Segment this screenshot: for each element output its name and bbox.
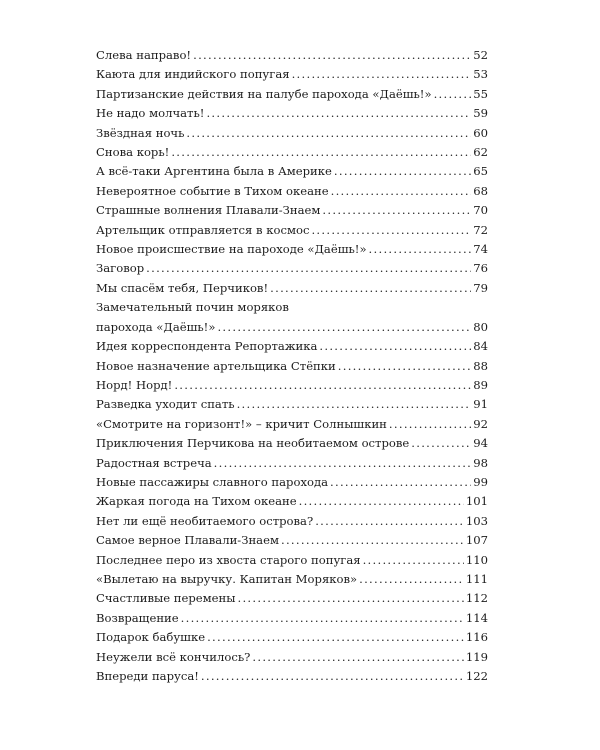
toc-entry-page: 55 <box>473 86 488 101</box>
dot-leader <box>201 667 464 686</box>
toc-entry-title-line1: Замечательный почин моряков <box>96 300 289 315</box>
toc-entry-title-line2: парохода «Даёшь!» <box>96 319 216 334</box>
toc-entry-page: 94 <box>473 436 488 451</box>
toc-entry-title: Счастливые перемены <box>96 591 236 606</box>
toc-entry <box>96 434 488 453</box>
toc-entry-second-line <box>96 318 488 337</box>
toc-entry <box>96 104 488 123</box>
toc-entry-title: Страшные волнения Плавали-Знаем <box>96 203 321 218</box>
dot-leader <box>217 318 471 337</box>
toc-entry-title: Новые пассажиры славного парохода <box>96 474 329 489</box>
dot-leader <box>171 143 471 162</box>
dot-leader <box>270 279 471 298</box>
dot-leader <box>319 337 471 356</box>
toc-entry-page: 122 <box>465 669 488 683</box>
dot-leader <box>299 492 464 511</box>
toc-entry-page: 110 <box>465 552 488 567</box>
toc-entry-page: 119 <box>465 649 488 664</box>
toc-entry-title: «Вылетаю на выручку. Капитан Моряков» <box>96 571 358 586</box>
toc-entry-title: Снова корь! <box>96 145 170 160</box>
toc-entry-title: Партизанские действия на палубе парохода «Даёшь!» <box>96 86 432 101</box>
toc-entry-title: Приключения Перчикова на необитаемом острове <box>96 436 410 451</box>
toc-entry-title: Жаркая погода на Тихом океане <box>96 494 297 509</box>
toc-entry <box>96 201 488 220</box>
toc-entry-title: Разведка уходит спать <box>96 397 235 412</box>
toc-entry-title: Самое верное Плавали-Знаем <box>96 533 279 548</box>
toc-entry-title: Норд! Норд! <box>96 377 173 392</box>
dot-leader <box>331 182 472 201</box>
toc-entry-title: Идея корреспондента Репортажика <box>96 339 318 354</box>
toc-entry <box>96 415 488 434</box>
toc-entry-title: Звёздная ночь <box>96 125 185 140</box>
toc-entry-page: 107 <box>465 533 488 548</box>
toc-entry <box>96 473 488 492</box>
toc-entry <box>96 609 488 628</box>
toc-entry <box>96 648 488 667</box>
dot-leader <box>186 124 471 143</box>
toc-entry <box>96 628 488 647</box>
toc-entry-title: Новое происшествие на пароходе «Даёшь!» <box>96 242 367 257</box>
dot-leader <box>434 85 472 104</box>
toc-entry-page: 79 <box>473 280 488 295</box>
dot-leader <box>334 162 471 181</box>
toc-entry-page: 70 <box>473 203 488 218</box>
dot-leader <box>174 376 471 395</box>
dot-leader <box>330 473 471 492</box>
toc-entry-page: 60 <box>473 125 488 140</box>
toc-entry-page: 62 <box>473 145 488 160</box>
toc-entry-title: Не надо молчать! <box>96 106 205 121</box>
toc-entry-page: 68 <box>473 183 488 198</box>
toc-entry-page: 103 <box>465 513 488 528</box>
toc-entry <box>96 162 488 181</box>
dot-leader <box>292 65 472 84</box>
dot-leader <box>369 240 472 259</box>
toc-entry-title: Невероятное событие в Тихом океане <box>96 183 329 198</box>
dot-leader <box>281 531 464 550</box>
toc-entry-title: Нет ли ещё необитаемого острова? <box>96 513 314 528</box>
dot-leader <box>359 570 464 589</box>
dot-leader <box>181 609 464 628</box>
toc-entry-page: 92 <box>473 416 488 431</box>
toc-entry-title: Каюта для индийского попугая <box>96 67 290 82</box>
toc-entry-title: Последнее перо из хвоста старого попугая <box>96 552 361 567</box>
toc-entry-title: «Смотрите на горизонт!» – кричит Солнышкин <box>96 416 387 431</box>
dot-leader <box>411 434 471 453</box>
toc-entry-page: 89 <box>473 377 488 392</box>
toc-entry-page: 91 <box>473 397 488 412</box>
toc-entry <box>96 337 488 356</box>
dot-leader <box>193 46 471 65</box>
dot-leader <box>338 357 471 376</box>
toc-entry <box>96 667 488 686</box>
dot-leader <box>389 415 471 434</box>
toc-entry-title: Впереди паруса! <box>96 669 199 683</box>
table-of-contents <box>96 46 488 686</box>
toc-entry <box>96 492 488 511</box>
toc-entry <box>96 357 488 376</box>
toc-entry-page: 74 <box>473 242 488 257</box>
dot-leader <box>207 628 464 647</box>
toc-entry-page: 72 <box>473 222 488 237</box>
toc-entry-page: 116 <box>465 630 488 645</box>
dot-leader <box>237 589 463 608</box>
dot-leader <box>237 395 472 414</box>
dot-leader <box>206 104 471 123</box>
toc-entry <box>96 279 488 298</box>
toc-entry-page: 76 <box>473 261 488 276</box>
dot-leader <box>315 512 464 531</box>
toc-entry-title: Подарок бабушке <box>96 630 206 645</box>
toc-entry <box>96 531 488 550</box>
toc-entry <box>96 376 488 395</box>
toc-entry-title: Артельщик отправляется в космос <box>96 222 310 237</box>
toc-entry-page: 80 <box>473 319 488 334</box>
toc-entry <box>96 124 488 143</box>
dot-leader <box>252 648 463 667</box>
dot-leader <box>363 551 464 570</box>
toc-entry <box>96 221 488 240</box>
toc-entry-title: Возвращение <box>96 610 179 625</box>
toc-entry-page: 53 <box>473 67 488 82</box>
toc-entry-page: 52 <box>473 48 488 62</box>
toc-entry-title: Неужели всё кончилось? <box>96 649 251 664</box>
toc-entry <box>96 46 488 65</box>
dot-leader <box>322 201 471 220</box>
toc-entry-page: 112 <box>465 591 488 606</box>
toc-entry-page: 99 <box>473 474 488 489</box>
toc-entry <box>96 143 488 162</box>
toc-entry <box>96 395 488 414</box>
dot-leader <box>311 221 471 240</box>
toc-entry <box>96 454 488 473</box>
toc-entry-title: Заговор <box>96 261 145 276</box>
toc-entry-page: 111 <box>465 571 488 586</box>
toc-entry <box>96 85 488 104</box>
toc-entry <box>96 182 488 201</box>
dot-leader <box>214 454 472 473</box>
toc-entry-title: Слева направо! <box>96 48 192 62</box>
toc-entry <box>96 259 488 278</box>
toc-entry-title: Мы спасём тебя, Перчиков! <box>96 280 269 295</box>
toc-entry-page: 59 <box>473 106 488 121</box>
dot-leader <box>146 259 471 278</box>
toc-entry <box>96 298 488 337</box>
toc-entry-page: 84 <box>473 339 488 354</box>
toc-entry-page: 98 <box>473 455 488 470</box>
toc-entry-page: 114 <box>465 610 488 625</box>
toc-entry-title: Новое назначение артельщика Стёпки <box>96 358 336 373</box>
toc-entry <box>96 570 488 589</box>
toc-entry <box>96 240 488 259</box>
toc-entry-title: А всё-таки Аргентина была в Америке <box>96 164 332 179</box>
toc-entry-page: 101 <box>465 494 488 509</box>
toc-entry-title: Радостная встреча <box>96 455 212 470</box>
toc-entry <box>96 512 488 531</box>
toc-entry-page: 65 <box>473 164 488 179</box>
toc-entry <box>96 589 488 608</box>
toc-entry-page: 88 <box>473 358 488 373</box>
toc-entry <box>96 65 488 84</box>
toc-entry <box>96 551 488 570</box>
